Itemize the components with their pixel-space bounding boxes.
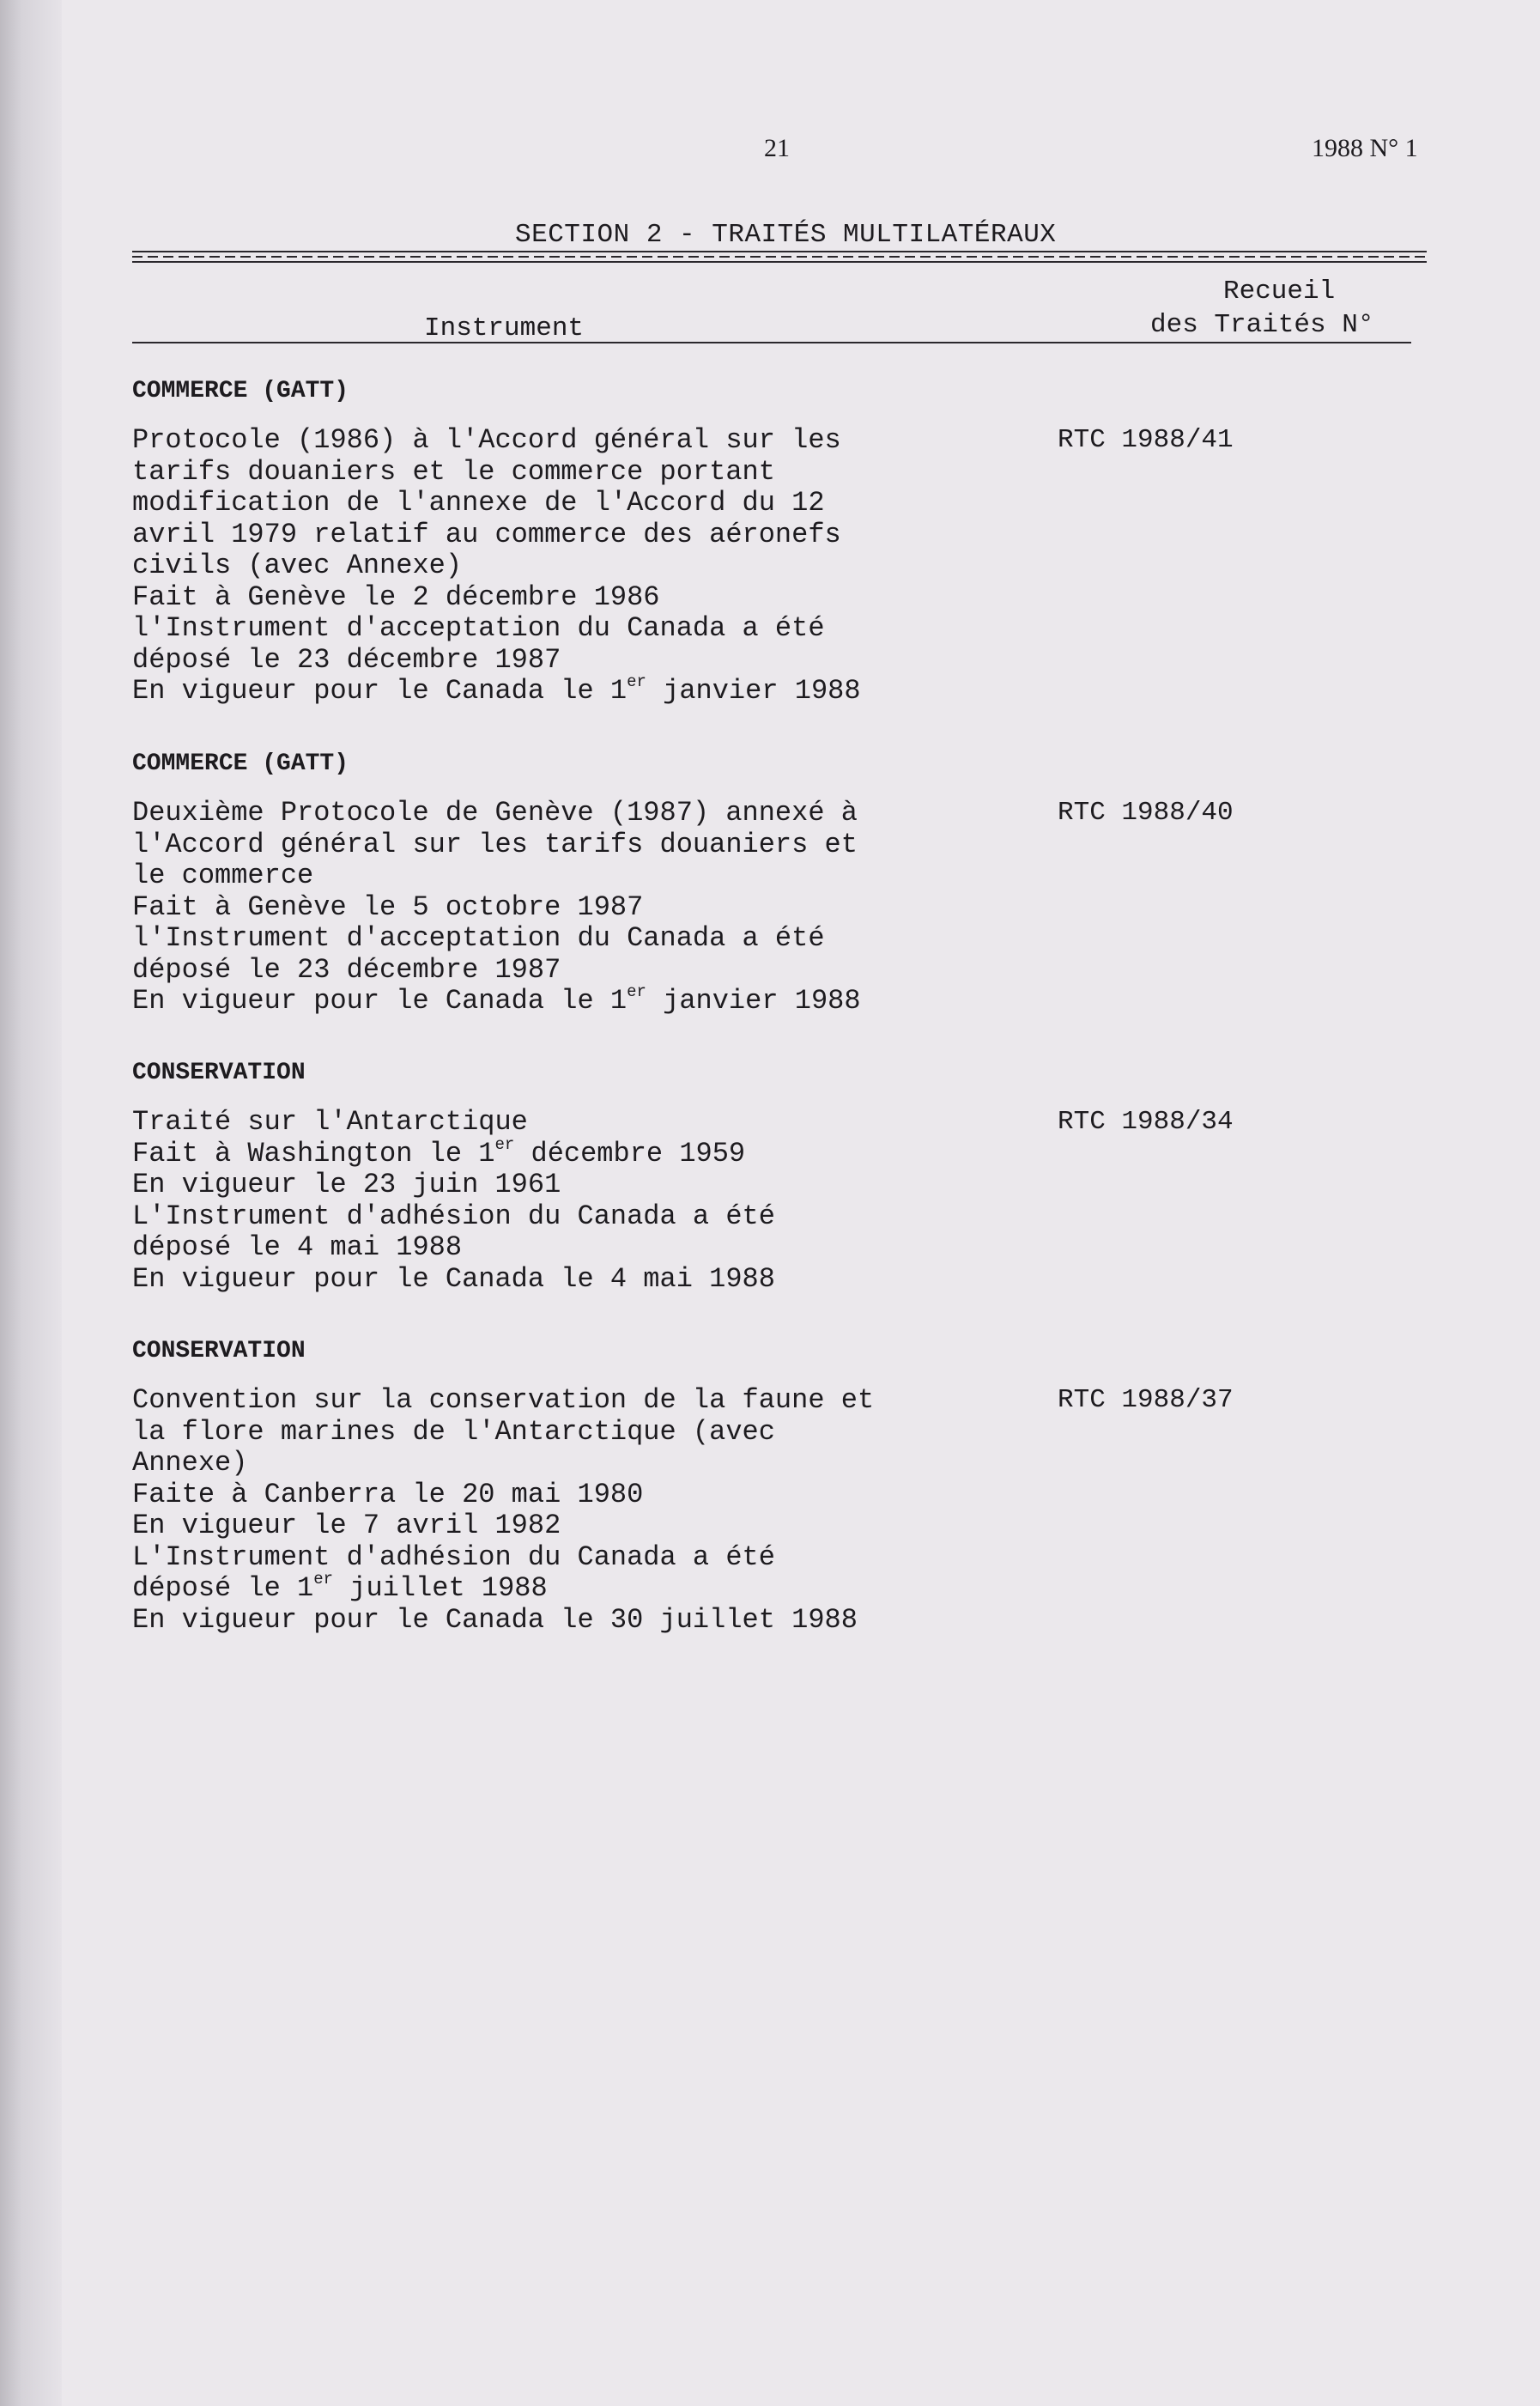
entry-body xyxy=(132,798,1437,1018)
entry-line: Fait à Genève le 5 octobre 1987 xyxy=(132,890,644,923)
entry-lines xyxy=(132,1385,1437,1636)
entry-line: En vigueur le 7 avril 1982 xyxy=(132,1510,561,1541)
entry-lines xyxy=(132,425,1437,708)
entry-body xyxy=(132,1107,1437,1295)
column-header-rule xyxy=(132,342,1411,343)
column-header-traites-no: des Traités N° xyxy=(1150,310,1374,340)
entry-line: En vigueur pour le Canada le 4 mai 1988 xyxy=(132,1262,775,1295)
entry-line: l'Instrument d'acceptation du Canada a été xyxy=(132,922,825,954)
entry-line: la flore marines de l'Antarctique (avec xyxy=(132,1415,775,1448)
entry-line: avril 1979 relatif au commerce des aéronefs xyxy=(132,518,841,550)
entry-line: Protocole (1986) à l'Accord général sur les xyxy=(132,424,841,456)
column-header-recueil: Recueil xyxy=(1223,276,1336,307)
entry-line: Traité sur l'Antarctique xyxy=(132,1106,528,1138)
entry-body xyxy=(132,1385,1437,1636)
entry-line: déposé le 1er juillet 1988 xyxy=(132,1570,548,1604)
page-number: 21 xyxy=(764,134,790,162)
treaty-entry xyxy=(132,378,1437,708)
entry-body xyxy=(132,425,1437,708)
entry-line: Annexe) xyxy=(132,1447,248,1479)
entry-line: déposé le 23 décembre 1987 xyxy=(132,643,561,676)
entry-reference: RTC 1988/37 xyxy=(1058,1385,1234,1415)
entry-category: CONSERVATION xyxy=(132,1338,306,1364)
double-rule-divider xyxy=(132,251,1427,263)
treaty-entry xyxy=(132,1060,1437,1295)
entry-line: En vigueur pour le Canada le 1er janvier 1988 xyxy=(132,982,861,1017)
entry-reference: RTC 1988/34 xyxy=(1058,1107,1234,1137)
entry-line: Deuxième Protocole de Genève (1987) annexé à xyxy=(132,797,858,829)
entry-category: CONSERVATION xyxy=(132,1060,306,1086)
entry-line: Faite à Canberra le 20 mai 1980 xyxy=(132,1478,644,1510)
entry-reference: RTC 1988/40 xyxy=(1058,798,1234,828)
entry-line: En vigueur pour le Canada le 1er janvier 1988 xyxy=(132,672,861,707)
entry-line: déposé le 23 décembre 1987 xyxy=(132,953,561,986)
entry-line: tarifs douaniers et le commerce portant xyxy=(132,455,775,488)
treaty-entry xyxy=(132,1338,1437,1636)
entry-category: COMMERCE (GATT) xyxy=(132,378,349,404)
entry-category: COMMERCE (GATT) xyxy=(132,750,349,777)
entry-lines xyxy=(132,1107,1437,1295)
entry-line: En vigueur le 23 juin 1961 xyxy=(132,1169,561,1200)
entry-line: le commerce xyxy=(132,860,314,891)
column-header-instrument: Instrument xyxy=(424,313,585,343)
entry-line: déposé le 4 mai 1988 xyxy=(132,1231,463,1263)
entry-line: Fait à Washington le 1er décembre 1959 xyxy=(132,1134,746,1170)
entry-line: Convention sur la conservation de la faune et xyxy=(132,1384,875,1416)
treaty-entry xyxy=(132,750,1437,1018)
entry-line: En vigueur pour le Canada le 30 juillet 1988 xyxy=(132,1603,858,1636)
entry-line: modification de l'annexe de l'Accord du 12 xyxy=(132,487,825,519)
entry-line: l'Instrument d'acceptation du Canada a été xyxy=(132,612,825,644)
entry-line: L'Instrument d'adhésion du Canada a été xyxy=(132,1540,775,1573)
entry-line: L'Instrument d'adhésion du Canada a été xyxy=(132,1200,775,1232)
section-title: SECTION 2 - TRAITÉS MULTILATÉRAUX xyxy=(515,220,1057,250)
entry-line: Fait à Genève le 2 décembre 1986 xyxy=(132,580,660,613)
entry-lines xyxy=(132,798,1437,1018)
issue-number: 1988 N° 1 xyxy=(1312,134,1418,162)
scan-binding-shadow xyxy=(0,0,62,2406)
entry-line: l'Accord général sur les tarifs douaniers et xyxy=(132,828,858,860)
entry-reference: RTC 1988/41 xyxy=(1058,425,1234,455)
entry-line: civils (avec Annexe) xyxy=(132,550,463,581)
